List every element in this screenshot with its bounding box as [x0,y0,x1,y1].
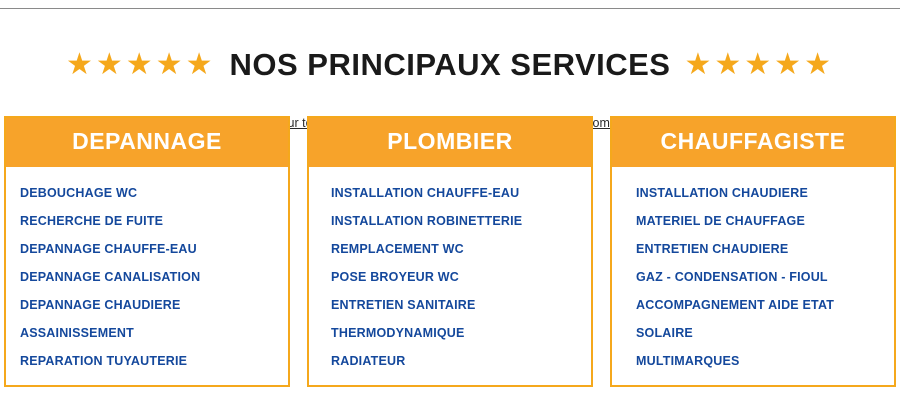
list-item[interactable]: ENTRETIEN CHAUDIERE [636,242,789,256]
list-item[interactable]: POSE BROYEUR WC [331,270,460,284]
list-item[interactable]: DEPANNAGE CHAUDIERE [20,298,181,312]
list-item[interactable]: MULTIMARQUES [636,354,740,368]
list-item[interactable]: SOLAIRE [636,326,693,340]
list-item[interactable]: ACCOMPAGNEMENT AIDE ETAT [636,298,835,312]
list-item[interactable]: THERMODYNAMIQUE [331,326,465,340]
service-card-title: CHAUFFAGISTE [612,118,894,167]
stars-left-icon: ★★★★★ [66,47,216,81]
list-item[interactable]: MATERIEL DE CHAUFFAGE [636,214,806,228]
title-row [0,26,900,104]
list-item[interactable]: DEPANNAGE CHAUFFE-EAU [20,242,197,256]
list-item[interactable]: DEBOUCHAGE WC [20,186,138,200]
list-item[interactable]: INSTALLATION ROBINETTERIE [331,214,523,228]
service-card-depannage [4,116,290,387]
service-list [6,167,288,385]
list-item[interactable]: DEPANNAGE CANALISATION [20,270,201,284]
list-item[interactable]: ENTRETIEN SANITAIRE [331,298,476,312]
list-item[interactable]: RECHERCHE DE FUITE [20,214,164,228]
service-card-plombier [307,116,593,387]
service-list [309,167,591,385]
list-item[interactable]: INSTALLATION CHAUFFE-EAU [331,186,520,200]
services-columns [0,116,900,387]
top-divider [0,8,900,9]
stars-right-icon: ★★★★★ [684,47,834,81]
service-list [612,167,894,385]
service-card-chauffagiste [610,116,896,387]
list-item[interactable]: ASSAINISSEMENT [20,326,134,340]
page-header [0,26,900,130]
list-item[interactable]: REMPLACEMENT WC [331,242,464,256]
list-item[interactable]: REPARATION TUYAUTERIE [20,354,188,368]
list-item[interactable]: GAZ - CONDENSATION - FIOUL [636,270,828,284]
service-card-title: DEPANNAGE [6,118,288,167]
page-title: NOS PRINCIPAUX SERVICES [229,46,671,82]
list-item[interactable]: INSTALLATION CHAUDIERE [636,186,808,200]
list-item[interactable]: RADIATEUR [331,354,406,368]
service-card-title: PLOMBIER [309,118,591,167]
